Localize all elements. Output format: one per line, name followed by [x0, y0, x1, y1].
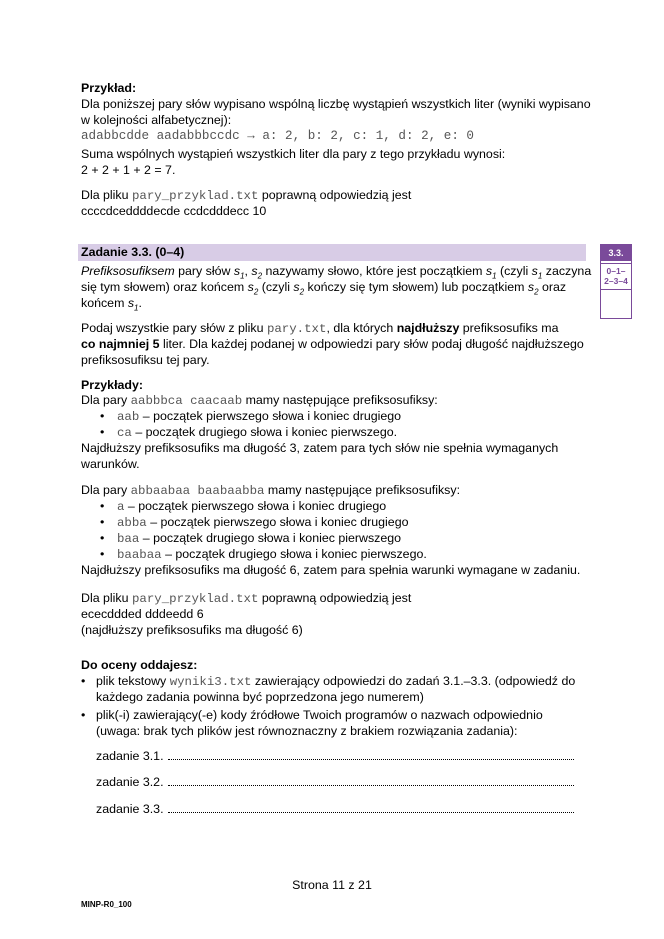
- example-sum-value: 2 + 2 + 1 + 2 = 7.: [81, 163, 176, 177]
- list-item: •: [81, 674, 86, 688]
- list-item: aab – początek pierwszego słowa i koniec drugiego: [117, 409, 402, 424]
- score-box: [600, 244, 632, 319]
- file-name: pary_przyklad.txt: [131, 592, 259, 606]
- example1-conclusion: warunków.: [81, 457, 140, 471]
- task-file-line: Dla pliku pary_przyklad.txt poprawną odpowiedzią jest: [81, 591, 412, 606]
- instruction-line: co najmniej 5 liter. Dla każdej podanej w odpowiedzi pary słów podaj długość najdłuższego: [81, 337, 584, 351]
- submit-heading: Do oceny oddajesz:: [81, 658, 198, 672]
- list-item: baabaa – początek drugiego słowa i koniec pierwszego.: [117, 547, 427, 562]
- list-item: baa – początek drugiego słowa i koniec pierwszego: [117, 531, 402, 546]
- answer-field[interactable]: [168, 759, 574, 760]
- list-item: •: [81, 708, 86, 722]
- example-code: adabbcdde aadabbbccdc → a: 2, b: 2, c: 1, d: 2, e: 0: [81, 129, 474, 143]
- instruction-line: Podaj wszystkie pary słów z pliku pary.txt, dla których najdłuższy prefiksosufiks ma: [81, 321, 559, 336]
- file-name: wyniki3.txt: [169, 675, 252, 689]
- definition-line: końcem $s_1$.: [81, 296, 142, 313]
- example-file-line: Dla pliku pary_przyklad.txt poprawną odpowiedzią jest: [81, 188, 412, 203]
- list-item: każdego zadania powinna być poprzedzona jego numerem): [96, 690, 424, 704]
- list-item: •: [100, 409, 105, 423]
- example-heading: Przykład:: [81, 81, 137, 95]
- example-sum: Suma wspólnych wystąpień wszystkich liter dla pary z tego przykładu wynosi:: [81, 147, 506, 161]
- definition-line: się tym słowem) oraz końcem $s_2$ (czyli $s_2$ kończy się tym słowem) lub początkiem $s_2$ oraz: [81, 280, 567, 297]
- answer-field-label: zadanie 3.2.: [96, 775, 164, 789]
- task-answer-note: (najdłuższy prefiksosufiks ma długość 6): [81, 623, 303, 637]
- list-item: •: [100, 515, 105, 529]
- examples-heading: Przykłady:: [81, 378, 143, 392]
- list-item: •: [100, 547, 105, 561]
- score-task-number: 3.3.: [601, 245, 631, 261]
- example-text: Dla poniższej pary słów wypisano wspólną liczbę wystąpień wszystkich liter (wyniki wypisano: [81, 97, 591, 111]
- example2-conclusion: Najdłuższy prefiksosufiks ma długość 6, zatem para spełnia warunki wymagane w zadaniu.: [81, 563, 581, 577]
- list-item: •: [100, 425, 105, 439]
- example1-intro: Dla pary aabbbca caacaab mamy następujące prefiksosufiksy:: [81, 393, 438, 408]
- answer-field[interactable]: [168, 785, 574, 786]
- list-item: plik tekstowy wyniki3.txt zawierający odpowiedzi do zadań 3.1.–3.3. (odpowiedź do: [96, 674, 576, 689]
- list-item: •: [100, 531, 105, 545]
- file-name: pary_przyklad.txt: [131, 189, 259, 203]
- list-item: •: [100, 499, 105, 513]
- list-item: (uwaga: brak tych plików jest równoznaczny z brakiem rozwiązania zadania):: [96, 724, 518, 738]
- instruction-line: prefiksosufiksu tej pary.: [81, 353, 210, 367]
- answer-field[interactable]: [168, 812, 574, 813]
- example-text: w kolejności alfabetycznej):: [81, 113, 232, 127]
- list-item: abba – początek pierwszego słowa i koniec drugiego: [117, 515, 409, 530]
- answer-field-label: zadanie 3.3.: [96, 802, 164, 816]
- example1-conclusion: Najdłuższy prefiksosufiks ma długość 3, zatem para tych słów nie spełnia wymaganych: [81, 441, 559, 455]
- list-item: plik(-i) zawierający(-e) kody źródłowe Twoich programów o nazwach odpowiednio: [96, 708, 543, 722]
- answer-field-label: zadanie 3.1.: [96, 749, 164, 763]
- score-scale: 0–1– 2–3–4: [601, 263, 631, 290]
- list-item: ca – początek drugiego słowa i koniec pierwszego.: [117, 425, 398, 440]
- file-name: pary.txt: [266, 322, 327, 336]
- task-answer: ececddded dddeedd 6: [81, 607, 204, 621]
- definition-line: Prefiksosufiksem pary słów $s_1$, $s_2$ nazywamy słowo, które jest początkiem $s_1$ (czyli $s_1$ zaczyna: [81, 264, 592, 281]
- example-answer: ccccdceddddecde ccdcdddecc 10: [81, 204, 267, 218]
- list-item: a – początek pierwszego słowa i koniec drugiego: [117, 499, 387, 514]
- exam-code: MINP-R0_100: [81, 900, 132, 909]
- task-title: Zadanie 3.3. (0–4): [78, 244, 586, 261]
- example2-intro: Dla pary abbaabaa baabaabba mamy następujące prefiksosufiksy:: [81, 483, 461, 498]
- page-number: Strona 11 z 21: [292, 878, 372, 892]
